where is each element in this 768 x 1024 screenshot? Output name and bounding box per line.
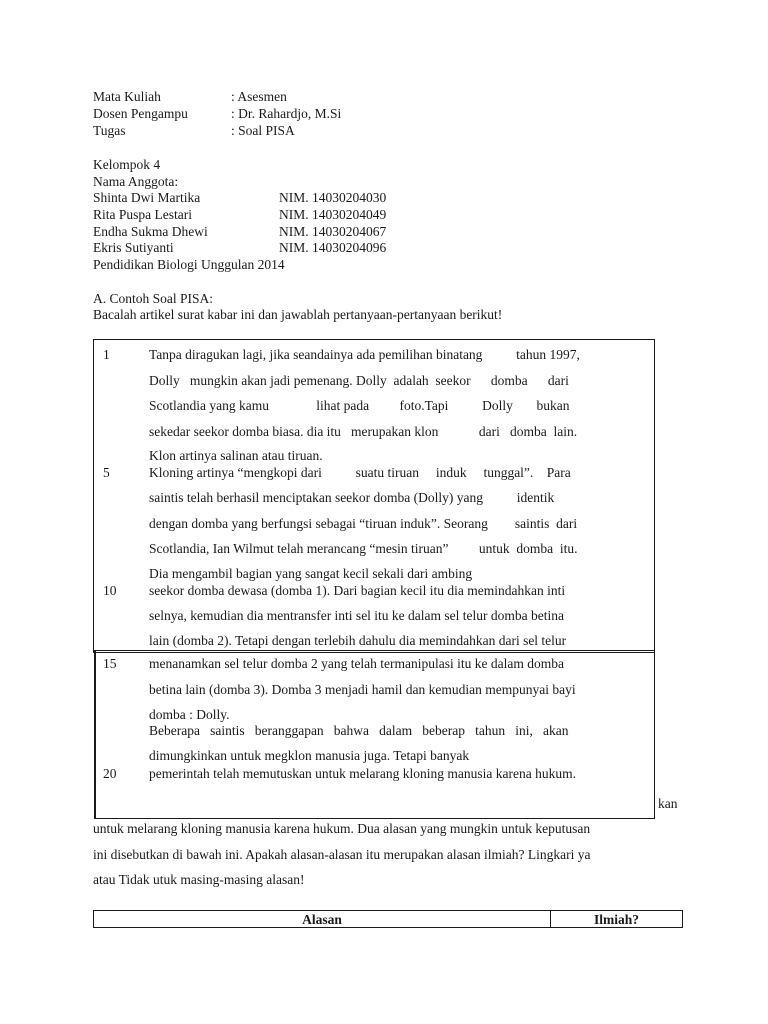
passage-line: Tanpa diragukan lagi, jika seandainya ada pemilihan binatang tahun 1997, — [149, 347, 580, 362]
group-title: Kelompok 4 — [93, 157, 161, 172]
line-number: 5 — [103, 465, 110, 480]
passage-line: seekor domba dewasa (domba 1). Dari bagian kecil itu dia memindahkan inti — [149, 583, 566, 598]
passage-line: Beberapa saintis beranggapan bahwa dalam beberap tahun ini, akan — [149, 723, 569, 738]
question-line: untuk melarang kloning manusia karena hukum. Dua alasan yang mungkin untuk keputusan — [93, 821, 591, 836]
member-nim: NIM. 14030204096 — [279, 240, 387, 255]
member-nim: NIM. 14030204030 — [279, 190, 387, 205]
question-line: ini disebutkan di bawah ini. Apakah alasan-alasan itu merupakan alasan ilmiah? Lingkari ya — [93, 847, 591, 862]
passage-line: selnya, kemudian dia mentransfer inti sel itu ke dalam sel telur domba betina — [149, 608, 564, 623]
line-number: 1 — [103, 347, 110, 362]
passage-line: Scotlandia yang kamu lihat pada foto.Tapi Dolly bukan — [149, 398, 570, 413]
passage-line: dengan domba yang berfungsi sebagai “tiruan induk”. Seorang saintis dari — [149, 516, 578, 531]
passage-line: menanamkan sel telur domba 2 yang telah termanipulasi itu ke dalam domba — [149, 656, 564, 671]
passage-line: betina lain (domba 3). Domba 3 menjadi hamil dan kemudian mempunyai bayi — [149, 682, 576, 697]
lecturer-value: : Dr. Rahardjo, M.Si — [231, 106, 342, 121]
course-value: : Asesmen — [231, 89, 287, 104]
program-name: Pendidikan Biologi Unggulan 2014 — [93, 257, 285, 272]
passage-line: Dia mengambil bagian yang sangat kecil sekali dari ambing — [149, 566, 473, 581]
task-value: : Soal PISA — [231, 123, 295, 138]
member-nim: NIM. 14030204049 — [279, 207, 387, 222]
lecturer-label: Dosen Pengampu — [93, 106, 188, 121]
passage-line: pemerintah telah memutuskan untuk melarang kloning manusia karena hukum. — [149, 766, 577, 781]
member-name: Ekris Sutiyanti — [93, 240, 174, 255]
line-number: 15 — [103, 656, 117, 671]
task-label: Tugas — [93, 123, 126, 138]
member-name: Shinta Dwi Martika — [93, 190, 201, 205]
passage-line: sekedar seekor domba biasa. dia itu merupakan klon dari domba lain. — [149, 424, 578, 439]
member-name: Endha Sukma Dhewi — [93, 224, 208, 239]
passage-line: saintis telah berhasil menciptakan seekor domba (Dolly) yang identik — [149, 490, 555, 505]
section-instruction: Bacalah artikel surat kabar ini dan jawablah pertanyaan-pertanyaan berikut! — [93, 307, 503, 322]
course-label: Mata Kuliah — [93, 89, 161, 104]
passage-line: Kloning artinya “mengkopi dari suatu tiruan induk tunggal”. Para — [149, 465, 571, 480]
member-name: Rita Puspa Lestari — [93, 207, 192, 222]
line-number: 20 — [103, 766, 117, 781]
passage-line: Scotlandia, Ian Wilmut telah merancang “mesin tiruan” untuk domba itu. — [149, 541, 578, 556]
passage-line: Dolly mungkin akan jadi pemenang. Dolly adalah seekor domba dari — [149, 373, 569, 388]
passage-line: Klon artinya salinan atau tiruan. — [149, 448, 323, 463]
table-header-reason: Alasan — [93, 910, 551, 928]
question-line: atau Tidak utuk masing-masing alasan! — [93, 872, 305, 887]
section-heading: A. Contoh Soal PISA: — [93, 291, 214, 306]
passage-line: dimungkinkan untuk megklon manusia juga. Tetapi banyak — [149, 748, 470, 763]
passage-line: domba : Dolly. — [149, 707, 230, 722]
members-label: Nama Anggota: — [93, 174, 179, 189]
clipped-fragment: kan — [658, 796, 678, 811]
table-header-scientific: Ilmiah? — [550, 910, 683, 928]
line-number: 10 — [103, 583, 117, 598]
member-nim: NIM. 14030204067 — [279, 224, 387, 239]
passage-line: lain (domba 2). Tetapi dengan terlebih dahulu dia memindahkan dari sel telur — [149, 633, 567, 648]
